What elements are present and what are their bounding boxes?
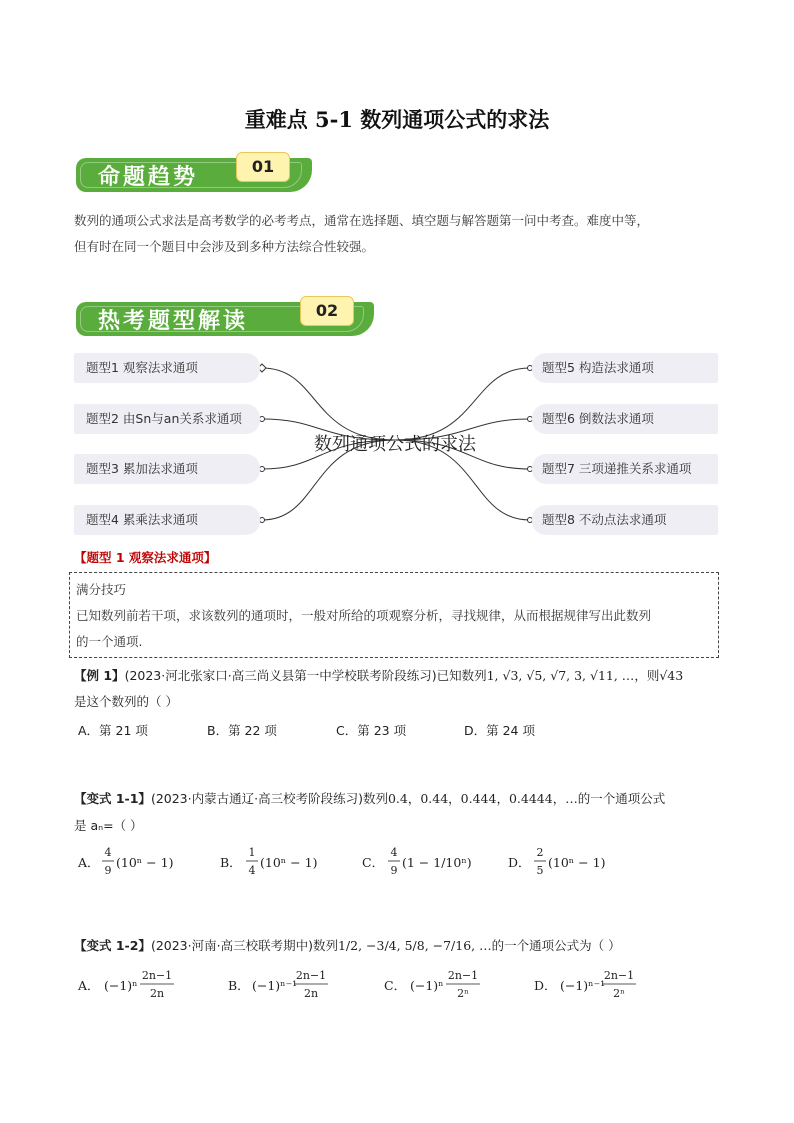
option-numerator: 2n−1: [141, 969, 173, 982]
option-numerator: 2n−1: [603, 969, 635, 982]
variant-1-1-stem: [74, 787, 734, 811]
option-sign: (−1)ⁿ⁻¹: [560, 978, 606, 993]
option-sign: (−1)ⁿ: [410, 978, 444, 993]
section-heading-type1: 【题型 1 观察法求通项】: [74, 550, 217, 565]
mindmap-node-type1[interactable]: 题型1 观察法求通项: [74, 353, 260, 383]
mindmap-node-type4[interactable]: 题型4 累乘法求通项: [74, 505, 260, 535]
banner-number: 02: [300, 296, 354, 326]
tip-title: 满分技巧: [76, 582, 127, 597]
option-tail: (10ⁿ − 1): [260, 855, 318, 870]
option-tail: (10ⁿ − 1): [548, 855, 606, 870]
mindmap-node-type6[interactable]: 题型6 倒数法求通项: [532, 404, 718, 434]
variant-sequence: 0.4，0.44，0.444，0.4444，…: [387, 791, 578, 806]
option-denominator: 5: [536, 864, 544, 877]
variant-1-1-option-d[interactable]: [508, 846, 605, 877]
example-stem-b: ，则: [634, 668, 660, 683]
example-1-line2: 是这个数列的（ ）: [74, 694, 178, 709]
page-title: 重难点 5-1 数列通项公式的求法: [244, 107, 550, 132]
variant-1-1-option-c[interactable]: [362, 846, 472, 877]
banner-label: 热考题型解读: [98, 308, 249, 334]
option-letter: D．: [508, 855, 531, 870]
variant-1-2-option-c[interactable]: [384, 969, 480, 1000]
variant-1-1-option-b[interactable]: [220, 846, 317, 877]
example-1-option-c[interactable]: C．第 23 项: [336, 723, 407, 738]
option-numerator: 2: [536, 846, 544, 859]
banner-label: 命题趋势: [98, 164, 199, 190]
option-letter: A．: [78, 855, 100, 870]
mindmap-center: 数列通项公式的求法: [314, 434, 476, 455]
variant-1-1-options: [74, 842, 714, 882]
example-1-option-d[interactable]: D．第 24 项: [464, 723, 535, 738]
example-source: (2023·河北张家口·高三尚义县第一中学校联考阶段练习): [124, 668, 437, 683]
dot-marker: [260, 467, 265, 472]
option-numerator: 2n−1: [295, 969, 327, 982]
mindmap-node-type2[interactable]: 题型2 由Sn与an关系求通项: [74, 404, 260, 434]
option-denominator: 2ⁿ: [613, 987, 625, 1000]
option-tail: (10ⁿ − 1): [116, 855, 174, 870]
variant-1-1-line2: 是 aₙ=（ ）: [74, 818, 143, 833]
example-stem-a: 已知数列: [436, 668, 487, 683]
intro-line-1: 数列的通项公式求法是高考数学的必考考点，通常在选择题、填空题与解答题第一问中考查。难度中等，: [74, 213, 650, 228]
option-numerator: 4: [390, 846, 398, 859]
option-denominator: 9: [104, 864, 112, 877]
tip-line-2: 的一个通项.: [76, 634, 143, 649]
mindmap-node-type7[interactable]: 题型7 三项递推关系求通项: [532, 454, 718, 484]
option-denominator: 2ⁿ: [457, 987, 469, 1000]
option-denominator: 2n: [149, 987, 165, 1000]
tip-box: [69, 572, 719, 658]
variant-1-2-option-b[interactable]: [228, 969, 328, 1000]
variant-tag: 【变式 1-2】: [74, 938, 151, 953]
variant-sequence: 1/2, −3/4, 5/8, −7/16, …: [337, 938, 492, 953]
variant-1-2-option-d[interactable]: [534, 969, 636, 1000]
example-1-stem: [74, 664, 734, 688]
variant-source: (2023·内蒙古通辽·高三校考阶段练习): [150, 791, 363, 806]
example-target: √43: [659, 668, 684, 683]
option-denominator: 2n: [303, 987, 319, 1000]
variant-tag: 【变式 1-1】: [74, 791, 151, 806]
option-sign: (−1)ⁿ⁻¹: [252, 978, 298, 993]
option-letter: A．: [78, 978, 100, 993]
option-letter: D．: [534, 978, 557, 993]
option-letter: B．: [220, 855, 242, 870]
mindmap-node-type3[interactable]: 题型3 累加法求通项: [74, 454, 260, 484]
option-letter: C．: [362, 855, 385, 870]
dot-marker: [260, 518, 265, 523]
variant-1-2-stem: [74, 934, 734, 958]
variant-1-1-option-a[interactable]: [77, 846, 173, 877]
example-1-option-a[interactable]: A．第 21 项: [78, 723, 148, 738]
option-letter: C．: [384, 978, 407, 993]
option-denominator: 9: [390, 864, 398, 877]
variant-source: (2023·河南·高三校联考期中): [150, 938, 313, 953]
option-letter: B．: [228, 978, 250, 993]
option-denominator: 4: [248, 864, 256, 877]
tip-line-1: 已知数列前若干项，求该数列的通项时，一般对所给的项观察分析，寻找规律，从而根据规律写出此数列: [76, 608, 652, 623]
mindmap-node-type8[interactable]: 题型8 不动点法求通项: [532, 505, 718, 535]
variant-1-2-options: [74, 964, 714, 1006]
example-tag: 【例 1】: [74, 668, 125, 683]
option-tail: (1 − 1/10ⁿ): [402, 855, 472, 870]
option-numerator: 2n−1: [447, 969, 479, 982]
banner-number: 01: [236, 152, 290, 182]
variant-stem-a: 数列: [312, 938, 338, 953]
variant-stem-b: 的一个通项公式: [577, 791, 666, 806]
intro-line-2: 但有时在同一个题目中会涉及到多种方法综合性较强。: [74, 239, 375, 254]
option-numerator: 1: [248, 846, 256, 859]
variant-stem-a: 数列: [362, 791, 388, 806]
mindmap-node-type5[interactable]: 题型5 构造法求通项: [532, 353, 718, 383]
variant-stem-b: 的一个通项公式为（ ）: [491, 938, 621, 953]
option-sign: (−1)ⁿ: [104, 978, 138, 993]
example-1-option-b[interactable]: B．第 22 项: [207, 723, 277, 738]
option-numerator: 4: [104, 846, 112, 859]
dot-marker: [260, 417, 265, 422]
variant-1-2-option-a[interactable]: [77, 969, 174, 1000]
example-sequence: 1, √3, √5, √7, 3, √11, …: [486, 668, 635, 683]
